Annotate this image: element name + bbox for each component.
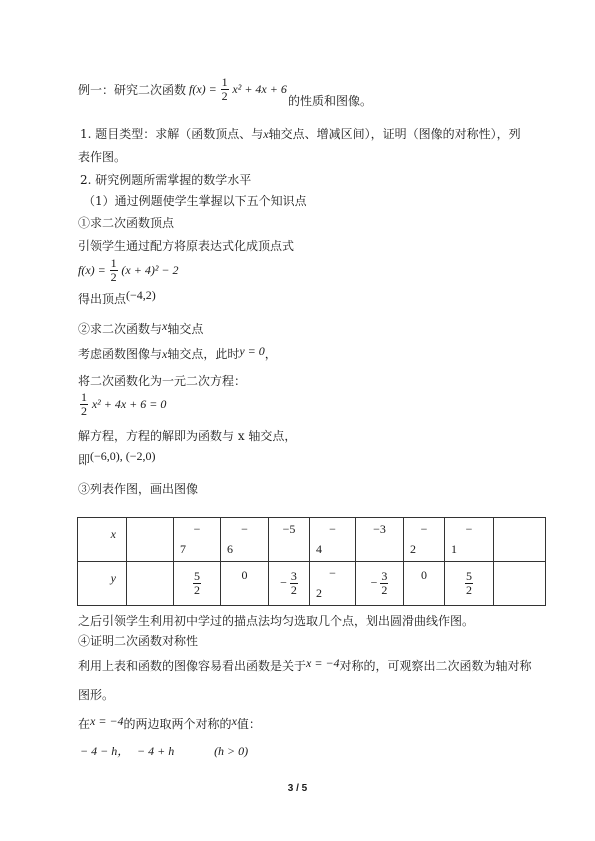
s1-eq-rhs: (x + 4)² − 2: [121, 263, 179, 277]
y-cell-bottom: 2: [316, 586, 322, 600]
s4-take-b: 的两边取两个对称的: [123, 717, 232, 731]
x-label: x: [110, 527, 116, 541]
formula-lhs: f(x) =: [189, 82, 217, 96]
s2-roots-label: 即: [78, 453, 91, 467]
s2-solve: [78, 428, 296, 444]
frac-den: 2: [81, 404, 87, 418]
y-sign: −: [280, 575, 287, 590]
s2-consider-a: 考虑函数图像与: [78, 347, 163, 361]
s2-title: [78, 321, 203, 337]
s2-consider-c: ，: [264, 347, 277, 361]
item1-text-b: 轴交点、增减区间），证明（图像的对称性），列: [268, 127, 521, 141]
x-cell-top: −: [420, 522, 428, 536]
y-den: 2: [194, 583, 200, 597]
table-label-x: [78, 518, 127, 562]
table-cell: [356, 518, 404, 562]
s1-vertex-value: (−4,2): [126, 288, 156, 302]
y-num: 5: [466, 569, 472, 583]
s1-title-text: ①求二次函数顶点: [78, 216, 175, 230]
x-cell-top: −: [465, 522, 473, 536]
s2-solve-text: 解方程，方程的解即为函数与 x 轴交点，: [78, 429, 297, 443]
example-prefix: 例一：研究二次函数: [78, 83, 187, 97]
x-cell-bottom: 6: [227, 542, 233, 556]
y-fraction: [193, 570, 201, 597]
x-cell-top: −: [329, 522, 336, 536]
s1-title: [78, 215, 174, 231]
item1-text-c: 表作图。: [78, 150, 127, 164]
s4-line3: [78, 716, 261, 732]
table-cell: [269, 518, 310, 562]
table-cell: [127, 518, 174, 562]
s2-title-b: 轴交点: [167, 322, 204, 336]
s1-body-text: 引领学生通过配方将原表达式化成顶点式: [78, 239, 295, 253]
x-cell-top: −: [241, 522, 248, 536]
y-den: 2: [290, 583, 297, 597]
frac-den: 2: [110, 270, 117, 284]
frac-num: 1: [110, 256, 117, 270]
s3-title: [78, 481, 198, 497]
table-cell: [221, 518, 269, 562]
table-cell: [174, 518, 221, 562]
table-cell: [174, 562, 221, 606]
s4-var-x: x: [231, 714, 237, 728]
table-cell: [310, 562, 356, 606]
example-suffix-text: 的性质和图像。: [288, 94, 373, 108]
table-cell: [127, 562, 174, 606]
s1-eq-lhs: f(x) =: [78, 263, 106, 277]
table-cell: [445, 518, 494, 562]
s2-var-x: x: [162, 319, 168, 333]
item1-line1: [80, 126, 521, 142]
x-cell-bottom: 4: [316, 542, 322, 556]
s2-consider-b: 轴交点，此时: [167, 347, 240, 361]
sub1-line: [83, 193, 307, 209]
item2-line: [80, 172, 251, 188]
frac-den: 2: [221, 89, 228, 103]
s4-line2: [78, 687, 114, 703]
s2-eq-rhs: x² + 4x + 6 = 0: [91, 397, 167, 411]
table-cell: [269, 562, 310, 606]
table-cell: [356, 562, 404, 606]
s1-equation: [78, 257, 179, 284]
s2-convert: [78, 373, 246, 389]
y-cell-top: −: [329, 566, 336, 580]
item1-text-a: 1. 题目类型：求解（函数顶点、与: [80, 127, 264, 141]
s4-x-eq-2: x = −4: [90, 714, 124, 728]
y-den: 2: [381, 583, 388, 597]
y-value: 0: [421, 568, 427, 582]
s1-text: [78, 238, 294, 254]
x-cell-top: −: [193, 522, 201, 536]
s3-after-text: 之后引领学生利用初中学过的描点法均匀选取几个点，划出圆滑曲线作图。: [78, 614, 475, 628]
s4-x-eq: x = −4: [306, 656, 340, 670]
y-sign: −: [370, 575, 378, 590]
s4-text-b: 对称的，可观察出二次函数为轴对称: [339, 659, 532, 673]
y-num: 5: [194, 569, 200, 583]
s2-roots-value: (−6,0), (−2,0): [90, 449, 156, 463]
example-heading: [78, 82, 186, 98]
table-cell: [445, 562, 494, 606]
s2-equation: [80, 391, 166, 418]
table-cell: [404, 518, 445, 562]
formula-rhs: x² + 4x + 6: [232, 82, 287, 96]
x-cell-bottom: 1: [451, 542, 457, 556]
sub1-text: （1）通过例题使学生掌握以下五个知识点: [83, 194, 307, 208]
s2-title-a: ②求二次函数与: [78, 322, 163, 336]
s2-var-x2: x: [162, 347, 168, 361]
x-cell-top: −5: [282, 522, 296, 536]
s4-cond: (h > 0): [214, 744, 249, 758]
page-number: [0, 783, 595, 794]
s2-convert-text: 将二次函数化为一元二次方程：: [78, 374, 247, 388]
y-value: 0: [241, 568, 248, 582]
s3-after: [78, 613, 474, 629]
table-cell: [494, 518, 546, 562]
y-label: y: [110, 571, 116, 585]
s2-consider: [78, 346, 277, 362]
s1-fraction: [110, 257, 118, 284]
table-cell: [494, 562, 546, 606]
s4-val1: − 4 − h，: [80, 744, 130, 758]
example-formula: [189, 76, 287, 103]
table-cell: [404, 562, 445, 606]
table-row-x: [78, 518, 546, 562]
table-row-y: [78, 562, 546, 606]
s4-title: [78, 633, 198, 649]
value-table: [77, 517, 546, 606]
y-num: 3: [290, 569, 297, 583]
example-suffix: [288, 92, 372, 109]
frac-num: 1: [81, 390, 87, 404]
table-cell: [221, 562, 269, 606]
item1-var-x: x: [263, 127, 269, 141]
s4-values: [80, 743, 248, 759]
s4-val2: − 4 + h: [137, 744, 175, 758]
x-cell-bottom: 2: [410, 542, 416, 556]
s4-text-c: 图形。: [78, 688, 115, 702]
x-cell-top: −3: [373, 522, 386, 536]
s1-vertex-label: 得出顶点: [78, 292, 127, 306]
s4-take-a: 在: [78, 717, 91, 731]
table-label-y: [78, 562, 127, 606]
y-fraction: [380, 570, 388, 597]
item1-line2: [78, 149, 126, 165]
s3-title-text: ③列表作图，画出图像: [78, 482, 199, 496]
table-cell: [310, 518, 356, 562]
y-fraction: [290, 570, 298, 597]
frac-num: 1: [221, 75, 228, 89]
formula-fraction: [221, 76, 229, 103]
y-den: 2: [466, 583, 472, 597]
s4-text-a: 利用上表和函数的图像容易看出函数是关于: [78, 659, 307, 673]
item2-text: 2. 研究例题所需掌握的数学水平: [80, 173, 252, 187]
s2-fraction: [80, 391, 88, 418]
s4-title-text: ④证明二次函数对称性: [78, 634, 199, 648]
s4-take-c: 值：: [236, 717, 261, 731]
y-num: 3: [381, 569, 388, 583]
s2-y-zero: y = 0: [239, 344, 265, 358]
s4-line1: [78, 658, 532, 674]
s2-roots: [78, 449, 156, 468]
page-number-text: 3 / 5: [287, 783, 308, 794]
s1-vertex-line: [78, 288, 156, 307]
y-fraction: [465, 570, 473, 597]
x-cell-bottom: 7: [180, 542, 186, 556]
